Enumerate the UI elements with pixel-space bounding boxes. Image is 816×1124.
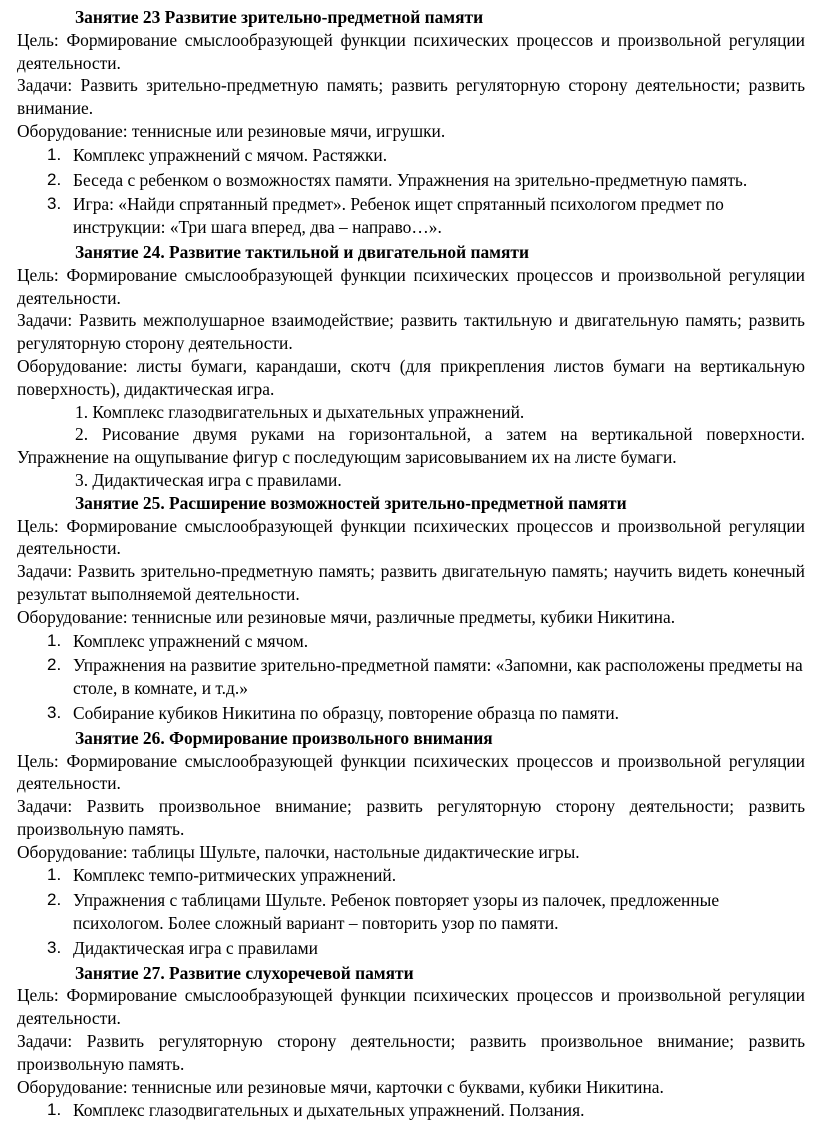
- item-number: 3.: [47, 937, 62, 957]
- lesson-tasks: Задачи: Развить регуляторную сторону деятельности; развить произвольное внимание; развить произвольную память.: [17, 1031, 805, 1074]
- lesson-equipment: Оборудование: таблицы Шульте, палочки, настольные дидактические игры.: [17, 841, 580, 862]
- lesson-equipment: Оборудование: листы бумаги, карандаши, скотч (для прикрепления листов бумаги на вертикальную поверхность), дидактическая игра.: [17, 355, 805, 399]
- lesson-27: [17, 962, 805, 1123]
- lesson-equipment: Оборудование: теннисные или резиновые мячи, различные предметы, кубики Никитина.: [17, 606, 676, 627]
- item-number: 1.: [47, 630, 62, 650]
- list-item: 3. Дидактическая игра с правилами.: [75, 469, 342, 490]
- list-item: [17, 169, 805, 192]
- item-text: Комплекс упражнений с мячом.: [73, 630, 309, 651]
- lesson-equipment: Оборудование: теннисные или резиновые мячи, карточки с буквами, кубики Никитина.: [17, 1076, 664, 1097]
- item-text: Упражнения на развитие зрительно-предметной памяти: «Запомни, как расположены предметы на столе, в комнате, и т.д.»: [73, 655, 803, 699]
- item-number: 2.: [47, 890, 62, 910]
- item-text: Собирание кубиков Никитина по образцу, повторение образца по памяти.: [73, 702, 619, 723]
- item-text: Упражнения с таблицами Шульте. Ребенок повторяет узоры из палочек, предложенные психологом. Более сложный вариант – повторить узор по памяти.: [73, 890, 720, 934]
- item-number: 1.: [47, 1100, 62, 1120]
- lesson-title: Занятие 23 Развитие зрительно-предметной памяти: [75, 7, 484, 27]
- exercise-list: [17, 1099, 805, 1122]
- exercise-list: [17, 630, 805, 725]
- lesson-goal: Цель: Формирование смыслообразующей функции психических процессов и произвольной регуляции деятельности.: [17, 264, 805, 308]
- list-item: [17, 1099, 805, 1122]
- lesson-title: Занятие 27. Развитие слухоречевой памяти: [75, 962, 414, 983]
- lesson-tasks: Задачи: Развить произвольное внимание; развить регуляторную сторону деятельности; развить произвольную память.: [17, 796, 805, 839]
- item-number: 1.: [47, 144, 62, 164]
- exercise-list: [17, 401, 805, 492]
- list-item: [17, 864, 805, 887]
- item-text: Беседа с ребенком о возможностях памяти. Упражнения на зрительно-предметную память.: [73, 169, 748, 190]
- item-number: 1.: [47, 865, 62, 885]
- list-item: [17, 889, 805, 935]
- exercise-list: [17, 864, 805, 959]
- item-text: Игра: «Найди спрятанный предмет». Ребенок ищет спрятанный психологом предмет по инструкции: «Три шага вперед, два – направо…».: [73, 194, 724, 238]
- item-text: Комплекс упражнений с мячом. Растяжки.: [73, 144, 388, 165]
- lesson-title: Занятие 26. Формирование произвольного внимания: [75, 727, 493, 748]
- lesson-title: Занятие 25. Расширение возможностей зрительно-предметной памяти: [75, 492, 627, 513]
- item-number: 2.: [47, 169, 62, 189]
- lesson-goal: Цель: Формирование смыслообразующей функции психических процессов и произвольной регуляции деятельности.: [17, 29, 805, 73]
- lesson-equipment: Оборудование: теннисные или резиновые мячи, игрушки.: [17, 120, 446, 141]
- list-item: [17, 937, 805, 960]
- list-item: [17, 144, 805, 167]
- lesson-title: Занятие 24. Развитие тактильной и двигательной памяти: [75, 241, 529, 262]
- list-item: [17, 193, 805, 239]
- lesson-goal: Цель: Формирование смыслообразующей функции психических процессов и произвольной регуляции деятельности.: [17, 515, 805, 559]
- lesson-26: [17, 727, 805, 960]
- list-item: 1. Комплекс глазодвигательных и дыхательных упражнений.: [75, 401, 525, 422]
- lesson-tasks: Задачи: Развить межполушарное взаимодействие; развить тактильную и двигательную память; развить регуляторную сторону деятельности.: [17, 310, 805, 354]
- lesson-24: [17, 241, 805, 492]
- item-text: Комплекс темпо-ритмических упражнений.: [73, 865, 397, 886]
- lesson-goal: Цель: Формирование смыслообразующей функции психических процессов и произвольной регуляции деятельности.: [17, 750, 805, 794]
- document-page: [17, 6, 805, 1124]
- lesson-goal: Цель: Формирование смыслообразующей функции психических процессов и произвольной регуляции деятельности.: [17, 985, 805, 1029]
- list-item: [17, 654, 805, 700]
- exercise-list: [17, 144, 805, 239]
- list-item: [17, 630, 805, 653]
- item-text: Дидактическая игра с правилами: [73, 937, 318, 958]
- item-number: 2.: [47, 655, 62, 675]
- list-item: [17, 702, 805, 725]
- item-number: 3.: [47, 702, 62, 722]
- lesson-tasks: Задачи: Развить зрительно-предметную память; развить регуляторную сторону деятельности; развить внимание.: [17, 75, 805, 119]
- item-number: 3.: [47, 194, 62, 214]
- list-item: 2. Рисование двумя руками на горизонтальной, а затем на вертикальной поверхности. Упражнение на ощупывание фигур с последующим зарисовыванием их на листе бумаги.: [17, 424, 805, 468]
- lesson-tasks: Задачи: Развить зрительно-предметную память; развить двигательную память; научить видеть конечный результат выполняемой деятельности.: [17, 561, 805, 604]
- item-text: Комплекс глазодвигательных и дыхательных упражнений. Ползания.: [73, 1100, 585, 1121]
- lesson-23: [17, 6, 805, 239]
- lesson-25: [17, 492, 805, 725]
